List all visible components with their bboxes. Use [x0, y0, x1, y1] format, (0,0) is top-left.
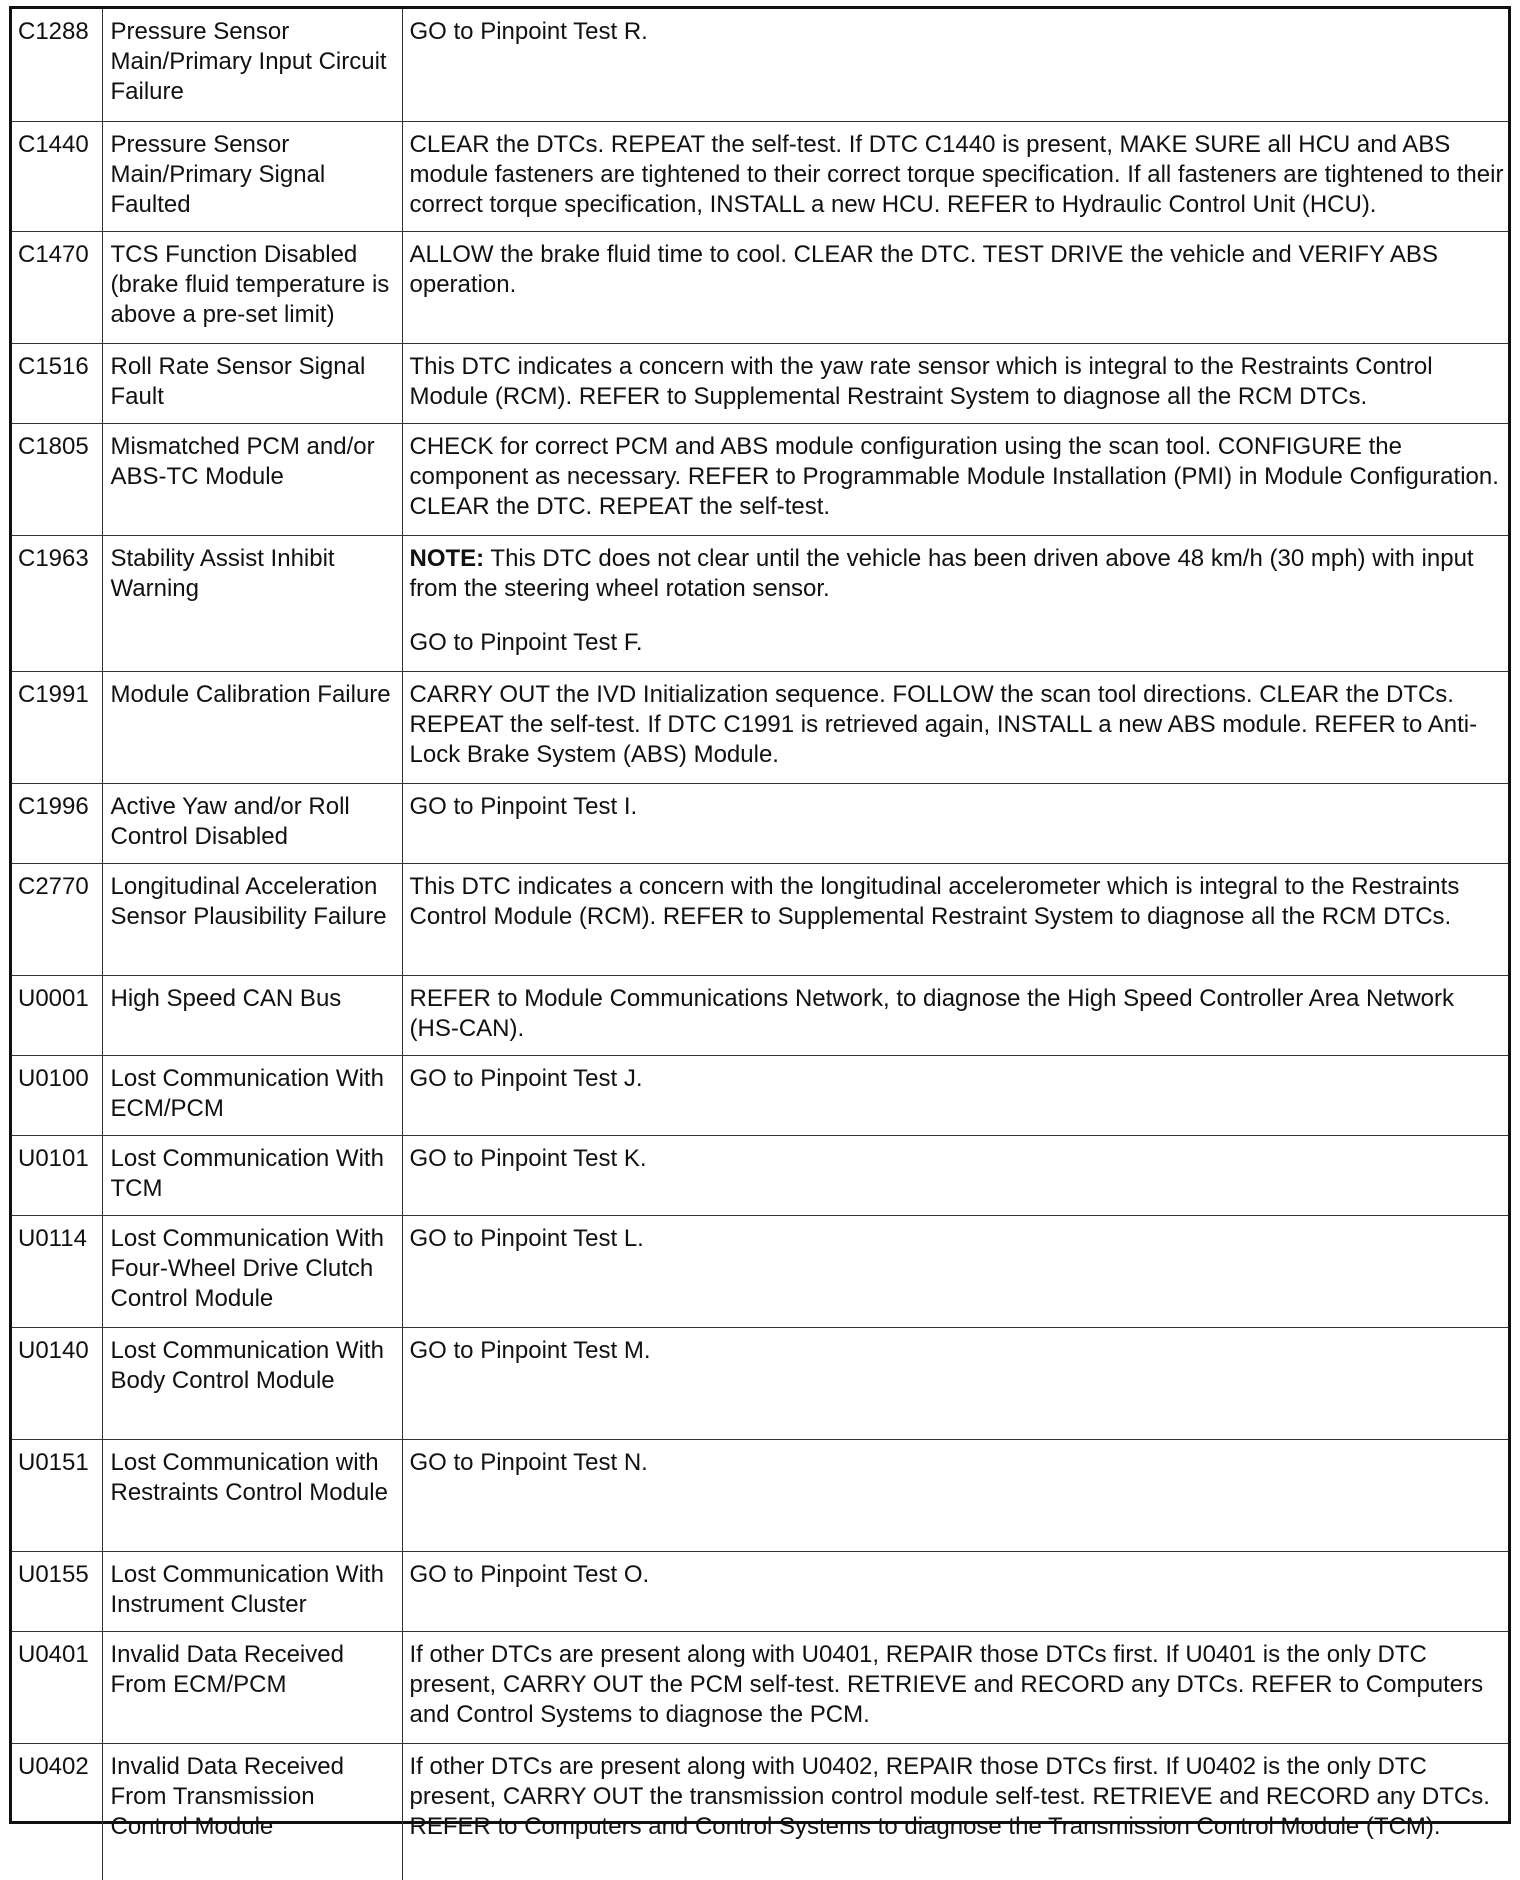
table-row	[12, 535, 1508, 671]
table-row	[12, 121, 1508, 231]
dtc-code: C1991	[12, 671, 102, 783]
dtc-description: Stability Assist Inhibit Warning	[102, 535, 402, 671]
dtc-code: U0402	[12, 1743, 102, 1880]
dtc-action: CHECK for correct PCM and ABS module configuration using the scan tool. CONFIGURE the component as necessary. REFER to Programmable Module Installation (PMI) in Module Configuration. CLEAR the DTC. REPEAT the self-test.	[402, 423, 1508, 535]
dtc-action: This DTC indicates a concern with the yaw rate sensor which is integral to the Restraints Control Module (RCM). REFER to Supplemental Restraint System to diagnose all the RCM DTCs.	[402, 343, 1508, 423]
table-row	[12, 1439, 1508, 1551]
dtc-action: GO to Pinpoint Test K.	[402, 1135, 1508, 1215]
dtc-code: U0151	[12, 1439, 102, 1551]
dtc-code: C1963	[12, 535, 102, 671]
dtc-code: C1516	[12, 343, 102, 423]
note-text: This DTC does not clear until the vehicle has been driven above 48 km/h (30 mph) with input from the steering wheel rotation sensor.	[409, 544, 1474, 602]
dtc-description: Pressure Sensor Main/Primary Input Circuit Failure	[102, 9, 402, 121]
table-row	[12, 1631, 1508, 1743]
table-row	[12, 423, 1508, 535]
dtc-code: C1440	[12, 121, 102, 231]
dtc-description: Lost Communication With Instrument Cluster	[102, 1551, 402, 1631]
note-paragraph	[410, 544, 1507, 604]
dtc-action: This DTC indicates a concern with the longitudinal accelerometer which is integral to the Restraints Control Module (RCM). REFER to Supplemental Restraint System to diagnose all the RCM DTCs.	[402, 863, 1508, 975]
table-row	[12, 783, 1508, 863]
dtc-code: U0114	[12, 1215, 102, 1327]
dtc-table	[12, 9, 1508, 1880]
table-row	[12, 9, 1508, 121]
dtc-code: C1288	[12, 9, 102, 121]
dtc-action: If other DTCs are present along with U0401, REPAIR those DTCs first. If U0401 is the only DTC present, CARRY OUT the PCM self-test. RETRIEVE and RECORD any DTCs. REFER to Computers and Control Systems to diagnose the PCM.	[402, 1631, 1508, 1743]
dtc-code: C2770	[12, 863, 102, 975]
dtc-action: CARRY OUT the IVD Initialization sequence. FOLLOW the scan tool directions. CLEAR the DTCs. REPEAT the self-test. If DTC C1991 is retrieved again, INSTALL a new ABS module. REFER to Anti-Lock Brake System (ABS) Module.	[402, 671, 1508, 783]
table-row	[12, 863, 1508, 975]
dtc-code: U0001	[12, 975, 102, 1055]
table-row	[12, 343, 1508, 423]
dtc-description: Lost Communication With TCM	[102, 1135, 402, 1215]
table-row	[12, 1215, 1508, 1327]
table-row	[12, 1743, 1508, 1880]
table-row	[12, 1551, 1508, 1631]
dtc-description: Lost Communication With ECM/PCM	[102, 1055, 402, 1135]
dtc-description: High Speed CAN Bus	[102, 975, 402, 1055]
dtc-action: GO to Pinpoint Test O.	[402, 1551, 1508, 1631]
action-paragraph: GO to Pinpoint Test F.	[409, 628, 643, 656]
dtc-description: TCS Function Disabled (brake fluid temperature is above a pre-set limit)	[102, 231, 402, 343]
dtc-code: U0140	[12, 1327, 102, 1439]
dtc-table-page	[9, 6, 1511, 1840]
dtc-description: Pressure Sensor Main/Primary Signal Faulted	[102, 121, 402, 231]
dtc-code: C1996	[12, 783, 102, 863]
dtc-action: GO to Pinpoint Test M.	[402, 1327, 1508, 1439]
note-label: NOTE:	[409, 544, 485, 572]
dtc-description: Lost Communication With Body Control Module	[102, 1327, 402, 1439]
dtc-code: C1805	[12, 423, 102, 535]
table-row	[12, 1327, 1508, 1439]
dtc-action: GO to Pinpoint Test L.	[402, 1215, 1508, 1327]
dtc-description: Invalid Data Received From ECM/PCM	[102, 1631, 402, 1743]
dtc-code: U0155	[12, 1551, 102, 1631]
dtc-action: GO to Pinpoint Test R.	[402, 9, 1508, 121]
table-row	[12, 1135, 1508, 1215]
dtc-description: Module Calibration Failure	[102, 671, 402, 783]
dtc-action	[402, 535, 1508, 671]
dtc-action: CLEAR the DTCs. REPEAT the self-test. If DTC C1440 is present, MAKE SURE all HCU and ABS module fasteners are tightened to their correct torque specification. If all fasteners are tightened to their correct torque specification, INSTALL a new HCU. REFER to Hydraulic Control Unit (HCU).	[402, 121, 1508, 231]
dtc-description: Roll Rate Sensor Signal Fault	[102, 343, 402, 423]
dtc-action: GO to Pinpoint Test N.	[402, 1439, 1508, 1551]
dtc-description: Invalid Data Received From Transmission Control Module	[102, 1743, 402, 1880]
table-row	[12, 975, 1508, 1055]
dtc-description: Lost Communication With Four-Wheel Drive Clutch Control Module	[102, 1215, 402, 1327]
table-row	[12, 1055, 1508, 1135]
dtc-action: GO to Pinpoint Test J.	[402, 1055, 1508, 1135]
table-row	[12, 231, 1508, 343]
dtc-code: C1470	[12, 231, 102, 343]
dtc-description: Longitudinal Acceleration Sensor Plausibility Failure	[102, 863, 402, 975]
dtc-code: U0100	[12, 1055, 102, 1135]
dtc-description: Lost Communication with Restraints Control Module	[102, 1439, 402, 1551]
dtc-action: GO to Pinpoint Test I.	[402, 783, 1508, 863]
dtc-action: REFER to Module Communications Network, to diagnose the High Speed Controller Area Network (HS-CAN).	[402, 975, 1508, 1055]
dtc-code: U0101	[12, 1135, 102, 1215]
dtc-action: If other DTCs are present along with U0402, REPAIR those DTCs first. If U0402 is the only DTC present, CARRY OUT the transmission control module self-test. RETRIEVE and RECORD any DTCs. REFER to Computers and Control Systems to diagnose the Transmission Control Module (TCM).	[409, 1752, 1490, 1840]
dtc-description: Active Yaw and/or Roll Control Disabled	[102, 783, 402, 863]
dtc-table-body	[12, 9, 1508, 1880]
dtc-code: U0401	[12, 1631, 102, 1743]
table-row	[12, 671, 1508, 783]
dtc-description: Mismatched PCM and/or ABS-TC Module	[102, 423, 402, 535]
dtc-action: ALLOW the brake fluid time to cool. CLEAR the DTC. TEST DRIVE the vehicle and VERIFY ABS operation.	[402, 231, 1508, 343]
